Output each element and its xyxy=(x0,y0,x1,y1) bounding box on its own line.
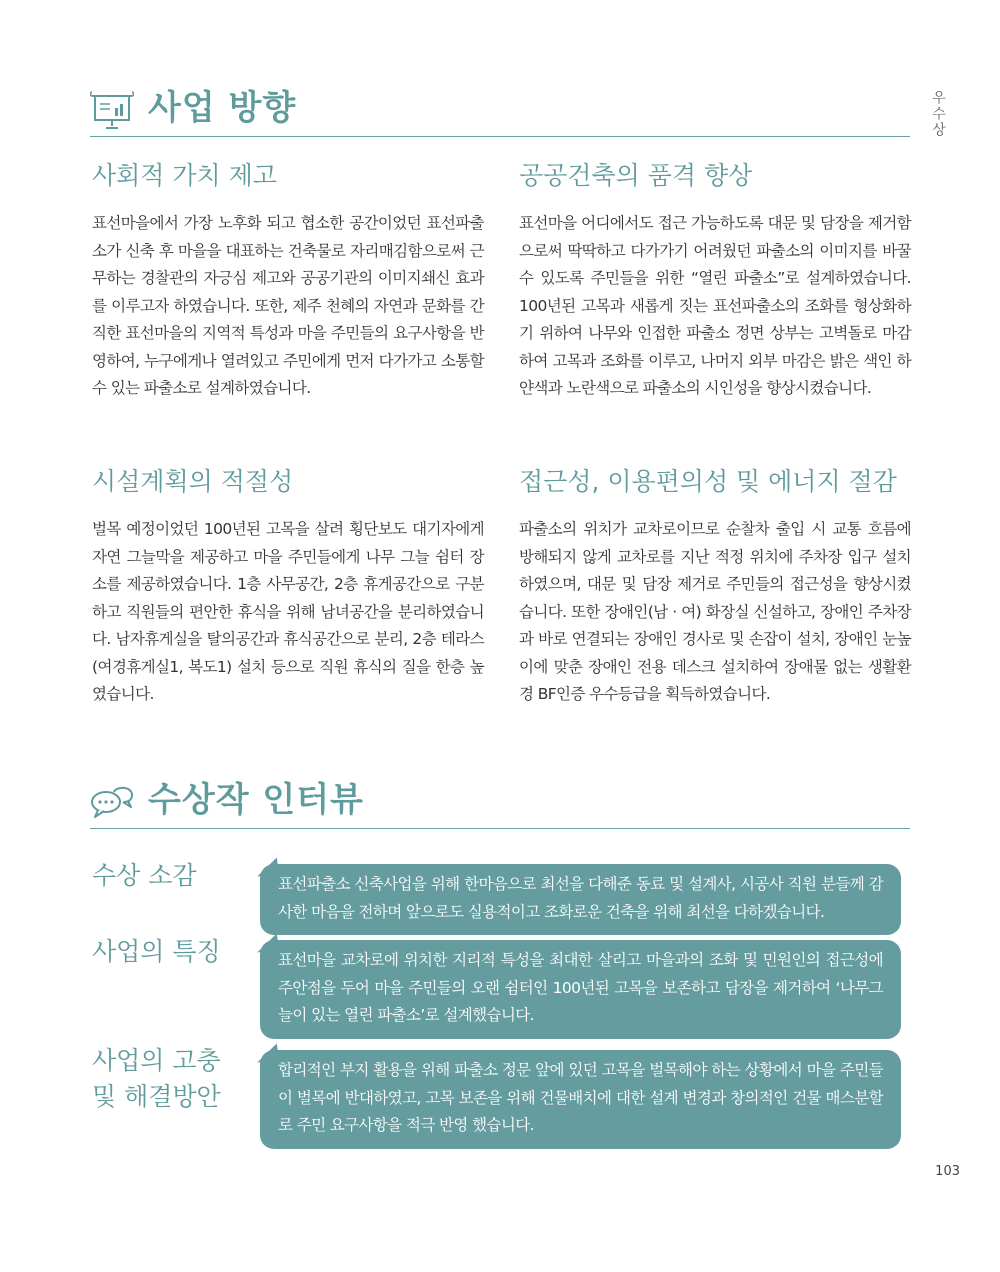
interview-label-project-features: 사업의 특징 xyxy=(92,937,221,966)
interview-answer-award-remarks: 표선파출소 신축사업을 위해 한마음으로 최선을 다해준 동료 및 설계사, 시공사 직원 분들께 감사한 마음을 전하며 앞으로도 실용적이고 조화로운 건축을 위해 최선을 다하겠습니다. xyxy=(260,864,901,935)
interview-label-line: 및 해결방안 xyxy=(92,1082,221,1111)
block-heading: 접근성, 이용편의성 및 에너지 절감 xyxy=(519,467,897,496)
block-facility-planning xyxy=(92,462,484,709)
block-body: 표선마을 어디에서도 접근 가능하도록 대문 및 담장을 제거함으로써 딱딱하고 다가가기 어려웠던 파출소의 이미지를 바꿀 수 있도록 주민들을 위한 “열린 파출소”로 설계하였습니다. 100년된 고목과 새롭게 짓는 표선파출소의 조화를 형상화하기 위하여 나무와 인접한 파출소 정면 상부는 고벽돌로 마감하여 고목과 조화를 이루고, 나머지 외부 마감은 밝은 색인 하얀색과 노란색으로 파출소의 시인성을 향상시켰습니다. xyxy=(519,214,911,397)
block-social-value xyxy=(92,156,484,403)
interview-answer-difficulties: 합리적인 부지 활용을 위해 파출소 정문 앞에 있던 고목을 벌목해야 하는 상황에서 마을 주민들이 벌목에 반대하였고, 고목 보존을 위해 건물배치에 대한 설계 변경과 창의적인 건물 매스분할로 주민 요구사항을 적극 반영 했습니다. xyxy=(260,1050,901,1149)
interview-answer-project-features: 표선마을 교차로에 위치한 지리적 특성을 최대한 살리고 마을과의 조화 및 민원인의 접근성에 주안점을 두어 마을 주민들의 오랜 쉼터인 100년된 고목을 보존하고 담장을 제거하여 ‘나무그늘이 있는 열린 파출소’로 설계했습니다. xyxy=(260,940,901,1039)
side-category-tag: 우수상 xyxy=(930,90,946,138)
interview-label-award-remarks: 수상 소감 xyxy=(92,861,197,890)
block-body: 파출소의 위치가 교차로이므로 순찰차 출입 시 교통 흐름에 방해되지 않게 교차로를 지난 적정 위치에 주차장 입구 설치하였으며, 대문 및 담장 제거로 주민들의 접근성을 향상시켰습니다. 또한 장애인(남 · 여) 화장실 신설하고, 장애인 주차장과 바로 연결되는 장애인 경사로 및 손잡이 설치, 장애인 눈높이에 맞춘 장애인 전용 데스크 설치하여 장애물 없는 생활환경 BF인증 우수등급을 획득하였습니다. xyxy=(519,520,911,703)
presentation-board-icon xyxy=(90,90,134,130)
interview-label-difficulties xyxy=(92,1043,221,1115)
page-number: 103 xyxy=(935,1164,960,1179)
block-heading: 시설계획의 적절성 xyxy=(92,467,294,496)
interview-label-line: 사업의 고충 xyxy=(92,1046,221,1075)
block-heading: 사회적 가치 제고 xyxy=(92,161,277,190)
block-heading: 공공건축의 품격 향상 xyxy=(519,161,753,190)
block-public-architecture xyxy=(519,156,911,403)
block-body: 벌목 예정이었던 100년된 고목을 살려 횡단보도 대기자에게 자연 그늘막을 제공하고 마을 주민들에게 나무 그늘 쉼터 장소를 제공하였습니다. 1층 사무공간, 2층 휴게공간으로 구분하고 직원들의 편안한 휴식을 위해 남녀공간을 분리하였습니다. 남자휴게실을 탈의공간과 휴식공간으로 분리, 2층 테라스(여경휴게실1, 복도1) 설치 등으로 직원 휴식의 질을 한층 높였습니다. xyxy=(92,520,484,703)
section-header-business-direction xyxy=(90,86,910,137)
block-accessibility-energy xyxy=(519,462,911,709)
block-body: 표선마을에서 가장 노후화 되고 협소한 공간이었던 표선파출소가 신축 후 마을을 대표하는 건축물로 자리매김함으로써 근무하는 경찰관의 자긍심 제고와 공공기관의 이미지쇄신 효과를 이루고자 하였습니다. 또한, 제주 천혜의 자연과 문화를 간직한 표선마을의 지역적 특성과 마을 주민들의 요구사항을 반영하여, 누구에게나 열려있고 주민에게 먼저 다가가고 소통할 수 있는 파출소로 설계하였습니다. xyxy=(92,214,484,397)
section-header-interview xyxy=(90,778,910,829)
section-title: 수상작 인터뷰 xyxy=(148,780,364,820)
speech-bubbles-icon xyxy=(90,782,134,822)
section-title: 사업 방향 xyxy=(148,88,297,128)
